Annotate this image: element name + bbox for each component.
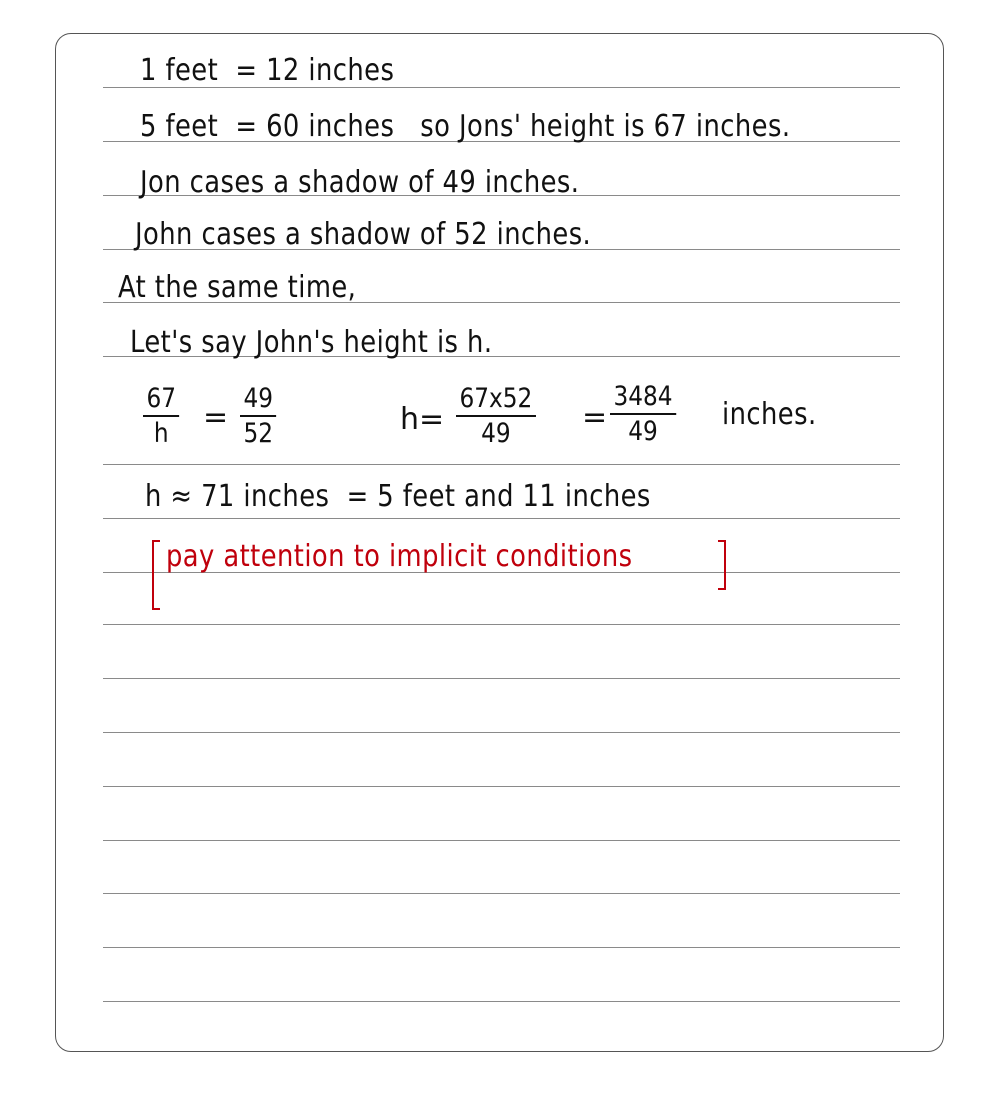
equals-sign: = — [582, 400, 608, 435]
note-line-6: Let's say John's height is h. — [130, 325, 493, 360]
ruled-line — [103, 1001, 900, 1002]
ruled-line — [103, 624, 900, 625]
numerator: 67 — [146, 383, 176, 414]
numerator: 67x52 — [459, 383, 533, 414]
fraction-3484-over-49 — [610, 383, 676, 445]
denominator: h — [153, 418, 169, 449]
ruled-line — [103, 732, 900, 733]
denominator: 52 — [243, 418, 273, 449]
fraction-49-over-52 — [240, 385, 276, 447]
ruled-line — [103, 840, 900, 841]
note-line-1: 1 feet = 12 inches — [140, 53, 395, 88]
remark-line: pay attention to implicit conditions — [166, 539, 633, 574]
ruled-line — [103, 464, 900, 465]
left-bracket-mark — [152, 540, 160, 610]
h-equals: h= — [400, 402, 445, 437]
eq-unit: inches. — [722, 397, 817, 432]
denominator: 49 — [628, 416, 658, 447]
ruled-line — [103, 518, 900, 519]
numerator: 49 — [243, 383, 273, 414]
ruled-line — [103, 893, 900, 894]
equals-sign: = — [203, 400, 229, 435]
fraction-67x52-over-49 — [456, 385, 536, 447]
ruled-line — [103, 678, 900, 679]
ruled-line — [103, 947, 900, 948]
note-line-5: At the same time, — [118, 270, 357, 305]
note-line-2: 5 feet = 60 inches so Jons' height is 67 inches. — [140, 109, 791, 144]
numerator: 3484 — [613, 381, 673, 412]
note-line-3: Jon cases a shadow of 49 inches. — [140, 165, 580, 200]
fraction-67-over-h — [143, 385, 179, 447]
right-bracket-mark — [718, 540, 726, 590]
denominator: 49 — [481, 418, 511, 449]
ruled-line — [103, 786, 900, 787]
note-line-4: John cases a shadow of 52 inches. — [135, 217, 592, 252]
result-line: h ≈ 71 inches = 5 feet and 11 inches — [145, 479, 651, 514]
